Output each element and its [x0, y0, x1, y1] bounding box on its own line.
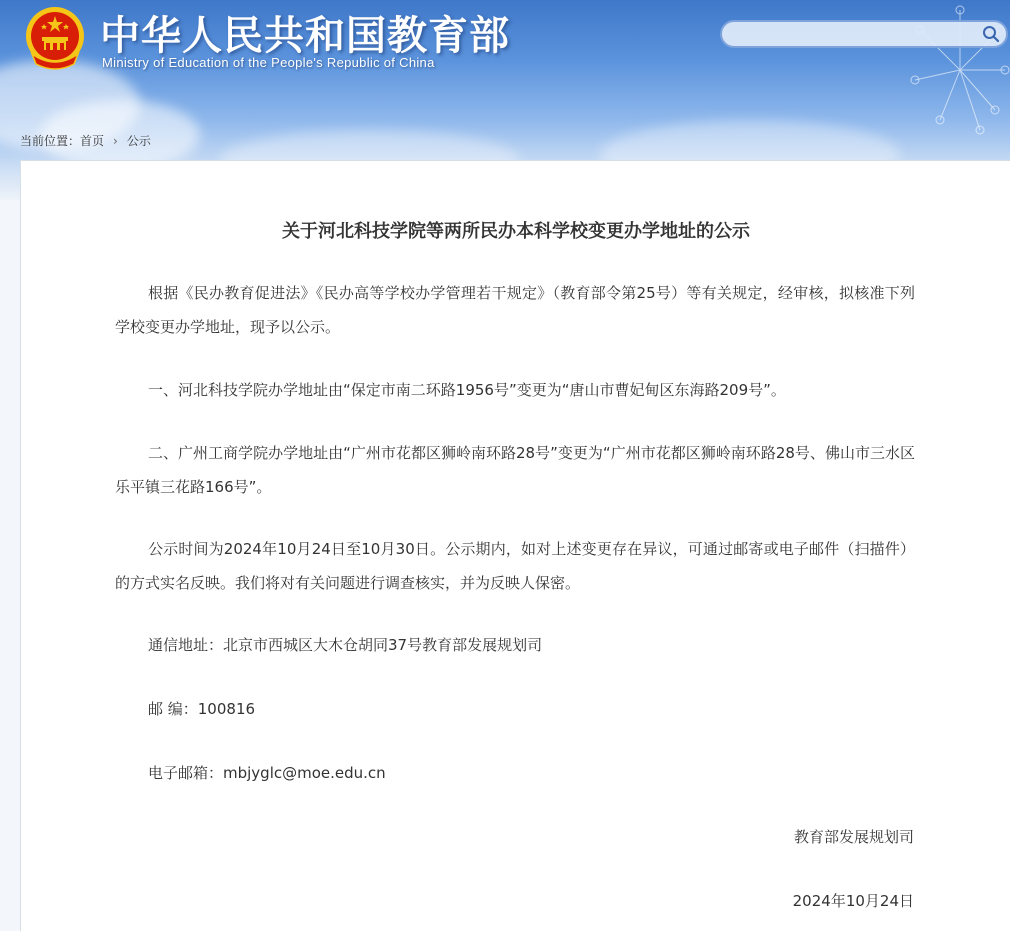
contact-postcode: 邮 编：100816 — [148, 700, 256, 718]
site-title: 中华人民共和国教育部 — [100, 13, 510, 59]
article-paragraph: 一、河北科技学院办学地址由“保定市南二环路1956号”变更为“唐山市曹妃甸区东海路209号”。 — [148, 381, 786, 399]
search-icon[interactable] — [982, 25, 1000, 43]
contact-email: 电子邮箱：mbjyglc@moe.edu.cn — [148, 764, 386, 782]
article-paragraph: 根据《民办教育促进法》《民办高等学校办学管理若干规定》（教育部令第25号）等有关规定，经审核，拟核准下列学校变更办学地址，现予以公示。 — [115, 284, 915, 336]
article-title: 关于河北科技学院等两所民办本科学校变更办学地址的公示 — [282, 221, 750, 242]
site-subtitle: Ministry of Education of the People's Republic of China — [102, 55, 435, 70]
article-paragraph: 二、广州工商学院办学地址由“广州市花都区狮岭南环路28号”变更为“广州市花都区狮岭南环路28号、佛山市三水区乐平镇三花路166号”。 — [115, 444, 915, 496]
breadcrumb-label: 当前位置： — [20, 134, 81, 148]
breadcrumb-separator-icon: › — [113, 134, 118, 148]
article-container — [20, 160, 1010, 931]
breadcrumb-home-link[interactable]: 首页 — [80, 134, 105, 148]
breadcrumb-current-link[interactable]: 公示 — [126, 134, 151, 148]
national-emblem-icon — [22, 4, 88, 72]
search-box[interactable] — [720, 20, 1008, 48]
article-signature: 教育部发展规划司 — [793, 828, 914, 846]
search-input[interactable] — [732, 25, 976, 45]
breadcrumb — [20, 132, 151, 149]
contact-address: 通信地址：北京市西城区大木仓胡同37号教育部发展规划司 — [148, 636, 543, 654]
article-date: 2024年10月24日 — [792, 892, 914, 910]
article-paragraph: 公示时间为2024年10月24日至10月30日。公示期内，如对上述变更存在异议，可通过邮寄或电子邮件（扫描件）的方式实名反映。我们将对有关问题进行调查核实，并为反映人保密。 — [115, 540, 915, 592]
